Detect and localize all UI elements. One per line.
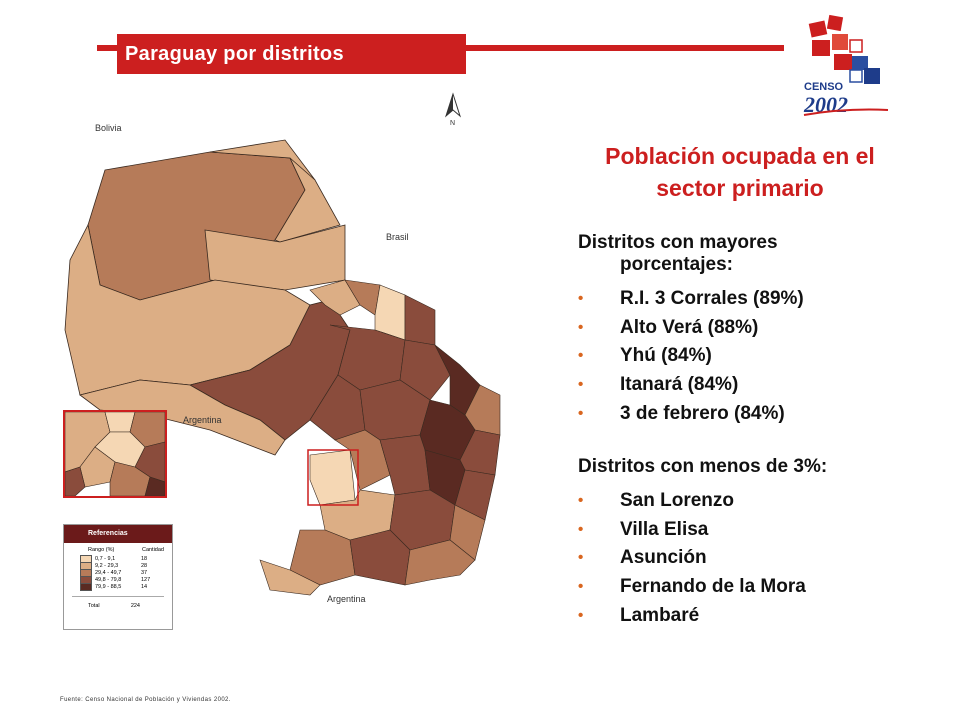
list-item-text: R.I. 3 Corrales (89%)	[620, 288, 804, 309]
bullet-icon: •	[578, 347, 584, 365]
source-note: Fuente: Censo Nacional de Población y Viviendas 2002.	[60, 697, 231, 703]
header-rule-right	[466, 45, 784, 51]
label-brasil: Brasil	[386, 232, 409, 242]
legend-range: 49,8 - 79,8	[95, 576, 122, 583]
logo-year: 2002	[804, 92, 848, 117]
panel-title-line-1: Población ocupada en el	[605, 143, 875, 169]
bottom-districts-heading: Distritos con menos de 3%:	[578, 456, 828, 477]
district-south-2	[380, 435, 430, 495]
legend-count: 14	[141, 583, 148, 590]
legend-column-headers	[64, 543, 172, 555]
legend-count: 28	[141, 562, 148, 569]
top-districts-heading	[578, 232, 918, 276]
legend-col-range: Rango (%)	[88, 547, 115, 553]
legend-count: 127	[141, 576, 151, 583]
list-item	[578, 544, 918, 573]
panel-title-line-2: sector primario	[656, 175, 824, 201]
bullet-icon: •	[578, 404, 584, 422]
legend-row	[64, 583, 172, 590]
list-item	[578, 573, 918, 602]
district-east-north-4	[405, 295, 435, 345]
list-item-text: Fernando de la Mora	[620, 576, 806, 598]
legend-total-label: Total	[88, 603, 100, 609]
top-heading-line-1: Distritos con mayores	[578, 232, 778, 253]
top-heading-line-2: porcentajes:	[620, 254, 733, 275]
list-item	[578, 285, 918, 314]
asuncion-inset-map	[63, 410, 167, 498]
legend-range: 0,7 - 9,1	[95, 555, 116, 562]
bullet-icon: •	[578, 606, 584, 624]
list-item-text: Alto Verá (88%)	[620, 316, 759, 338]
list-item-text: Itanará (84%)	[620, 374, 739, 396]
legend-swatch	[80, 583, 92, 591]
legend-title: Referencias	[64, 525, 172, 543]
bullet-icon: •	[578, 549, 584, 567]
list-item	[578, 400, 918, 429]
legend-range: 9,2 - 29,3	[95, 562, 119, 569]
north-arrow-icon	[443, 92, 463, 126]
label-argentina-south: Argentina	[327, 594, 366, 604]
north-label: N	[450, 120, 456, 126]
bullet-icon: •	[578, 318, 584, 336]
list-item-text: Yhú (84%)	[620, 345, 712, 367]
bottom-districts-list	[578, 456, 918, 631]
header-rule-left	[97, 45, 117, 51]
list-item	[578, 342, 918, 371]
logo-text: CENSO	[804, 81, 844, 93]
list-item	[578, 314, 918, 343]
legend-count: 37	[141, 569, 148, 576]
page-title: Paraguay por distritos	[117, 34, 466, 74]
censo-2002-logo	[790, 12, 900, 122]
legend-range: 29,4 - 49,7	[95, 569, 122, 576]
list-item	[578, 516, 918, 545]
legend-range: 79,9 - 88,5	[95, 583, 122, 590]
bullet-icon: •	[578, 520, 584, 538]
label-bolivia: Bolivia	[95, 123, 122, 133]
panel-title	[560, 140, 920, 204]
list-item	[578, 487, 918, 516]
list-item-text: Asunción	[620, 547, 707, 569]
top-districts-list	[578, 232, 918, 429]
legend-count: 18	[141, 555, 148, 562]
list-item	[578, 602, 918, 631]
list-item-text: Lambaré	[620, 604, 700, 626]
list-item	[578, 371, 918, 400]
bullet-icon: •	[578, 578, 584, 596]
map-legend	[63, 524, 173, 630]
legend-total	[72, 596, 164, 609]
bullet-icon: •	[578, 376, 584, 394]
bullet-icon: •	[578, 290, 584, 307]
legend-col-count: Cantidad	[141, 547, 164, 553]
legend-total-value: 224	[130, 603, 140, 609]
list-item-text: 3 de febrero (84%)	[620, 402, 785, 424]
bullet-icon: •	[578, 492, 584, 509]
list-item-text: Villa Elisa	[620, 518, 709, 540]
list-item-text: San Lorenzo	[620, 490, 735, 511]
label-argentina-west: Argentina	[183, 415, 222, 425]
district-central-asuncion	[310, 450, 355, 505]
